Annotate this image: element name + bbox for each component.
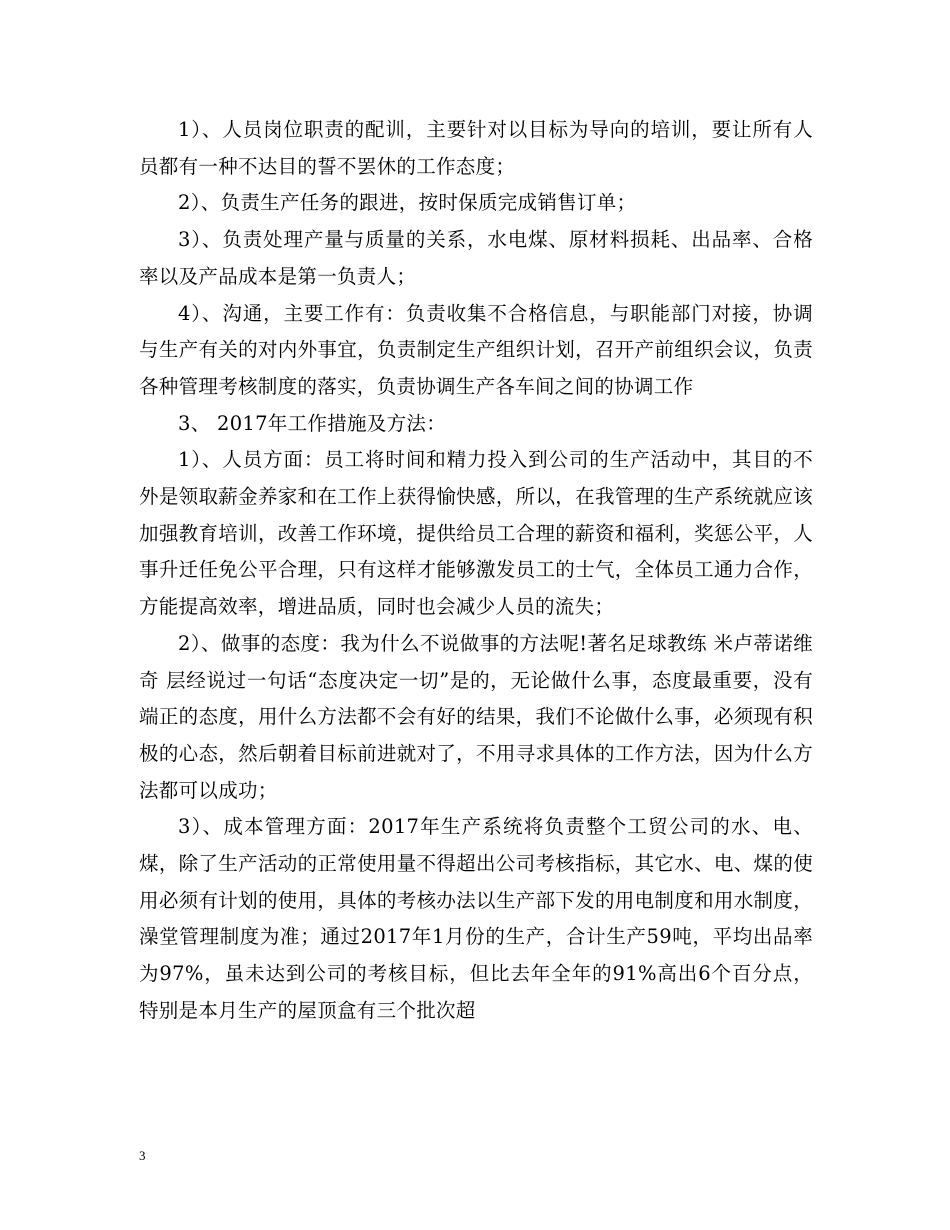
document-body (139, 112, 813, 1030)
paragraph-personnel: 1）、人员方面：员工将时间和精力投入到公司的生产活动中，其目的不外是领取薪金养家和在工作上获得愉快感，所以，在我管理的生产系统就应该加强教育培训，改善工作环境，提供给员工合理的薪资和福利，奖惩公平，人事升迁任免公平合理，只有这样才能够激发员工的士气，全体员工通力合作，方能提高效率，增进品质，同时也会减少人员的流失； (139, 448, 813, 619)
section-heading-2017-measures: 3、 2017年工作措施及方法： (178, 411, 447, 435)
paragraph-production-tasks: 2）、负责生产任务的跟进，按时保质完成销售订单； (178, 191, 637, 215)
paragraph-staff-training: 1）、人员岗位职责的配训，主要针对以目标为导向的培训，要让所有人员都有一种不达目的誓不罢休的工作态度； (139, 118, 813, 178)
paragraph-output-quality: 3）、负责处理产量与质量的关系，水电煤、原材料损耗、出品率、合格率以及产品成本是第一负责人； (139, 228, 813, 288)
paragraph-cost-management: 3）、成本管理方面：2017年生产系统将负责整个工贸公司的水、电、煤，除了生产活动的正常使用量不得超出公司考核指标，其它水、电、煤的使用必须有计划的使用，具体的考核办法以生产部下发的用电制度和用水制度，澡堂管理制度为准；通过2017年1月份的生产，合计生产59吨，平均出品率为97%，虽未达到公司的考核目标，但比去年全年的91%高出6个百分点，特别是本月生产的屋顶盒有三个批次超 (139, 815, 813, 1022)
page-number: 3 (139, 1148, 146, 1163)
paragraph-communication: 4）、沟通，主要工作有：负责收集不合格信息，与职能部门对接，协调与生产有关的对内外事宜，负责制定生产组织计划，召开产前组织会议，负责各种管理考核制度的落实，负责协调生产各车间之间的协调工作 (139, 301, 813, 398)
paragraph-work-attitude: 2）、做事的态度：我为什么不说做事的方法呢!著名足球教练 米卢蒂诺维奇 层经说过一句话“态度决定一切”是的，无论做什么事，态度最重要，没有端正的态度，用什么方法都不会有好的结果，我们不论做什么事，必须现有积极的心态，然后朝着目标前进就对了，不用寻求具体的工作方法，因为什么方法都可以成功； (139, 631, 813, 802)
